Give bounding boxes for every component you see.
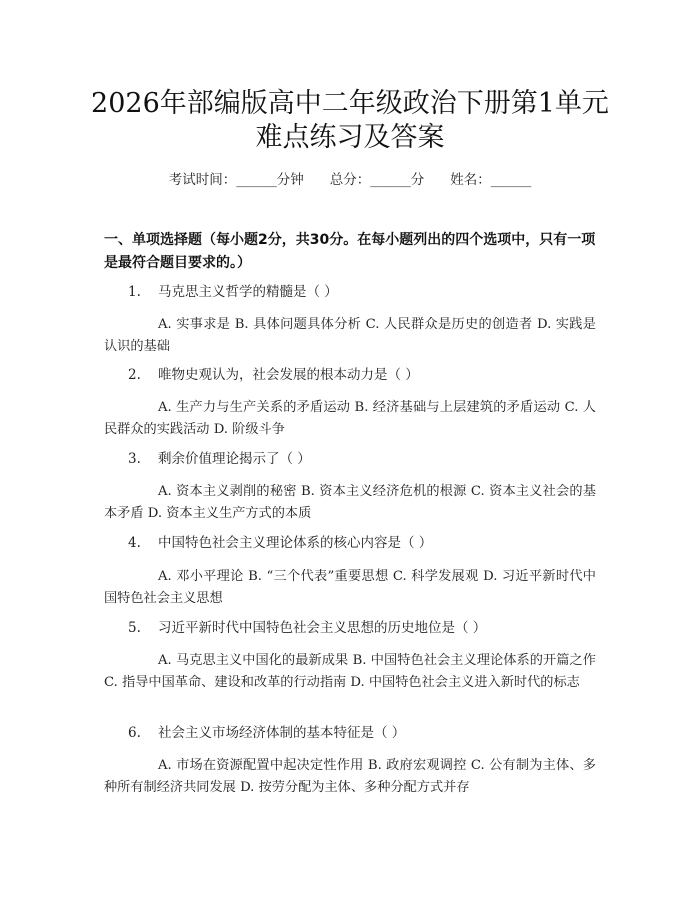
exam-time-field: 考试时间：______分钟 [168, 172, 304, 188]
question-options: A. 邓小平理论 B. “三个代表”重要思想 C. 科学发展观 D. 习近平新时代中国特色社会主义思想 [104, 569, 596, 606]
question-stem [128, 533, 598, 553]
question-text: 剩余价值理论揭示了（ ） [158, 451, 311, 467]
question-options: A. 马克思主义中国化的最新成果 B. 中国特色社会主义理论体系的开篇之作 C. 指导中国革命、建设和改革的行动指南 D. 中国特色社会主义进入新时代的标志 [104, 653, 596, 690]
question-text: 中国特色社会主义理论体系的核心内容是（ ） [158, 535, 433, 551]
question-stem [128, 618, 598, 638]
student-name-field: 姓名：______ [450, 172, 532, 188]
question-text: 唯物史观认为，社会发展的根本动力是（ ） [158, 367, 419, 383]
question-number: 6. [128, 725, 141, 741]
section-heading: 一、单项选择题（每小题2分，共30分。在每小题列出的四个选项中，只有一项是最符合题目要求的。） [104, 232, 596, 271]
question-number: 1. [128, 284, 141, 300]
exam-info-line [0, 168, 700, 188]
document-title-line-1: 2026年部编版高中二年级政治下册第1单元 [91, 88, 609, 119]
document-title-line-2: 难点练习及答案 [255, 122, 445, 153]
question-text: 社会主义市场经济体制的基本特征是（ ） [158, 725, 406, 741]
question-text: 习近平新时代中国特色社会主义思想的历史地位是（ ） [158, 620, 487, 636]
total-score-field: 总分：______分 [329, 172, 425, 188]
question-text: 马克思主义哲学的精髓是（ ） [158, 284, 338, 300]
question-options: A. 资本主义剥削的秘密 B. 资本主义经济危机的根源 C. 资本主义社会的基本矛盾 D. 资本主义生产方式的本质 [104, 484, 596, 521]
question-number: 3. [128, 451, 141, 467]
question-stem [128, 365, 598, 385]
question-options: A. 生产力与生产关系的矛盾运动 B. 经济基础与上层建筑的矛盾运动 C. 人民群众的实践活动 D. 阶级斗争 [104, 400, 596, 437]
question-number: 5. [128, 620, 141, 636]
question-number: 2. [128, 367, 141, 383]
question-stem [128, 282, 598, 302]
question-stem [128, 723, 598, 743]
question-options: A. 实事求是 B. 具体问题具体分析 C. 人民群众是历史的创造者 D. 实践是认识的基础 [104, 317, 596, 354]
question-options: A. 市场在资源配置中起决定性作用 B. 政府宏观调控 C. 公有制为主体、多种所有制经济共同发展 D. 按劳分配为主体、多种分配方式并存 [104, 758, 596, 795]
question-stem [128, 449, 598, 469]
question-number: 4. [128, 535, 141, 551]
